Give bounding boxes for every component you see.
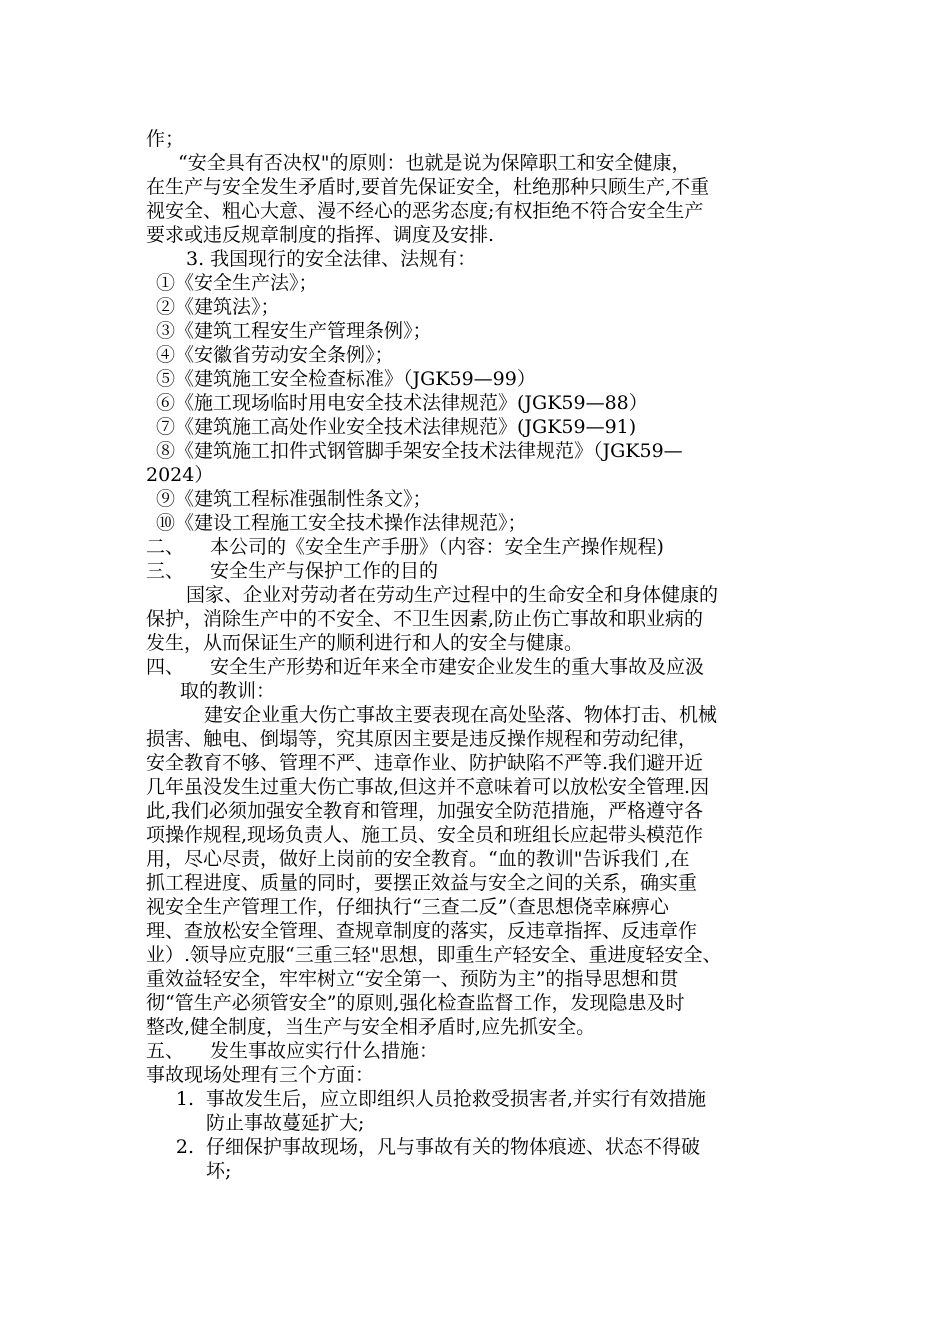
text-line: 抓工程进度、质量的同时，要摆正效益与安全之间的关系，确实重 (146, 872, 698, 894)
ordered-list-item-continuation (146, 1159, 806, 1183)
text-line: 要求或违反规章制度的指挥、调度及安排. (146, 224, 495, 246)
section-number: 四、 (146, 656, 185, 678)
list-item: ⑨《建筑工程标准强制性条文》； (156, 488, 432, 510)
list-item-text: 事故发生后，应立即组织人员抢救受损害者,并实行有效措施 (206, 1088, 707, 1110)
text-line: 视安全、粗心大意、漫不经心的恶劣态度;有权拒绝不符合安全生产 (146, 200, 704, 222)
ordered-list-item-continuation (146, 1111, 806, 1135)
ordered-list-item (146, 1087, 806, 1111)
list-item: ①《安全生产法》； (156, 272, 318, 294)
ordered-list-item (146, 1135, 806, 1159)
list-heading: 3. 我国现行的安全法律、法规有： (186, 248, 477, 270)
text-line: 建安企业重大伤亡事故主要表现在高处坠落、物体打击、机械 (204, 704, 718, 726)
section-title: 安全生产形势和近年来全市建安企业发生的重大事故及应汲 (210, 656, 705, 678)
section-number: 二、 (146, 536, 185, 558)
text-line: “安全具有否决权"的原则：也就是说为保障职工和安全健康， (178, 152, 691, 174)
text-line: 彻“管生产必须管安全”的原则,强化检查监督工作，发现隐患及时 (146, 992, 685, 1014)
section-heading (146, 535, 806, 559)
section-heading (146, 655, 806, 679)
text-line: 项操作规程,现场负责人、施工员、安全员和班组长应起带头模范作 (146, 824, 704, 846)
text-line: 理、查放松安全管理、查规章制度的落实，反违章指挥、反违章作 (146, 920, 698, 942)
list-number: 2. (175, 1136, 194, 1158)
text-line: 发生，从而保证生产的顺利进行和人的安全与健康。 (146, 632, 584, 654)
section-title: 发生事故应实行什么措施： (210, 1040, 439, 1062)
text-line: 整改,健全制度，当生产与安全相矛盾时,应先抓安全。 (146, 1016, 596, 1038)
list-item-text: 防止事故蔓延扩大; (206, 1112, 365, 1134)
section-title-continuation: 取的教训： (180, 680, 276, 702)
text-line: 作； (146, 128, 185, 150)
text-line: 保护，消除生产中的不安全、不卫生因素,防止伤亡事故和职业病的 (146, 608, 704, 630)
text-line: 事故现场处理有三个方面： (146, 1064, 375, 1086)
text-line: 视安全生产管理工作，仔细执行“三查二反”（查思想侥幸麻痹心 (146, 896, 669, 918)
section-number: 三、 (146, 560, 185, 582)
list-item: ④《安徽省劳动安全条例》； (156, 344, 394, 366)
list-item: ⑥《施工现场临时用电安全技术法律规范》(JGK59—88） (156, 392, 648, 414)
text-line: 用，尽心尽责，做好上岗前的安全教育。“血的教训"告诉我们 ,在 (146, 848, 690, 870)
list-item: ⑦《建筑施工高处作业安全技术法律规范》(JGK59—91) (156, 416, 637, 438)
list-item: ②《建筑法》； (156, 296, 280, 318)
section-title: 本公司的《安全生产手册》（内容：安全生产操作规程) (210, 536, 664, 558)
list-item-text: 坏; (206, 1160, 232, 1182)
text-line: 重效益轻安全，牢牢树立“安全第一、预防为主”的指导思想和贯 (146, 968, 679, 990)
document-body (146, 127, 806, 1183)
text-line: 几年虽没发生过重大伤亡事故,但这并不意味着可以放松安全管理.因 (146, 776, 710, 798)
text-line: 损害、触电、倒塌等，究其原因主要是违反操作规程和劳动纪律， (146, 728, 698, 750)
list-number: 1. (175, 1088, 194, 1110)
section-number: 五、 (146, 1040, 185, 1062)
list-item: ③《建筑工程安生产管理条例》； (156, 320, 432, 342)
text-line: 业）.领导应克服“三重三轻"思想，即重生产轻安全、重进度轻安全、 (146, 944, 722, 966)
text-line: 在生产与安全发生矛盾时,要首先保证安全，杜绝那种只顾生产,不重 (146, 176, 710, 198)
list-item-text: 仔细保护事故现场，凡与事故有关的物体痕迹、状态不得破 (206, 1136, 701, 1158)
section-heading (146, 559, 806, 583)
text-line: 国家、企业对劳动者在劳动生产过程中的生命安全和身体健康的 (186, 584, 719, 606)
text-line: 此,我们必须加强安全教育和管理，加强安全防范措施，严格遵守各 (146, 800, 704, 822)
section-title: 安全生产与保护工作的目的 (210, 560, 439, 582)
section-heading (146, 1039, 806, 1063)
list-item-continuation: 2024） (146, 464, 214, 486)
list-item: ⑩《建设工程施工安全技术操作法律规范》； (156, 512, 527, 534)
list-item: ⑤《建筑施工安全检查标准》（JGK59—99） (156, 368, 536, 390)
list-item: ⑧《建筑施工扣件式钢管脚手架安全技术法律规范》（JGK59— (156, 440, 683, 462)
text-line: 安全教育不够、管理不严、违章作业、防护缺陷不严等.我们避开近 (146, 752, 704, 774)
